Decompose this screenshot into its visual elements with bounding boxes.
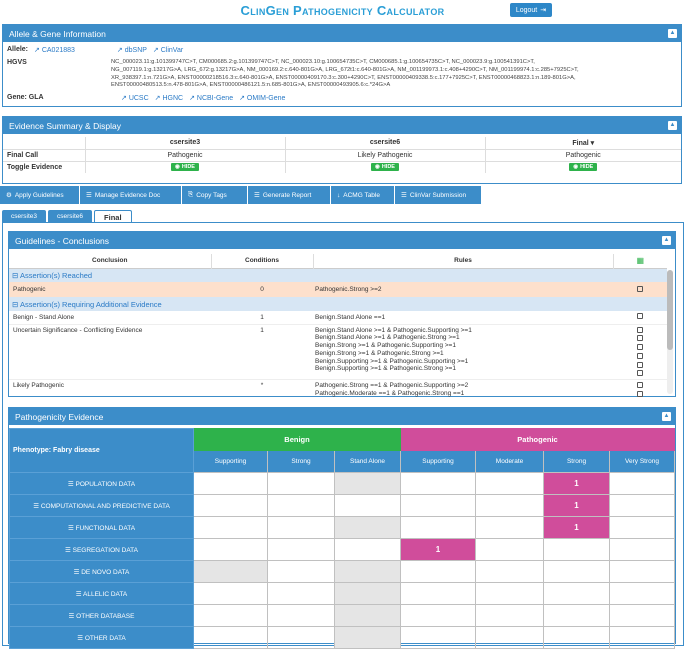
evidence-category[interactable] bbox=[10, 473, 194, 495]
evidence-cell[interactable] bbox=[544, 561, 610, 583]
evidence-cell[interactable] bbox=[476, 605, 544, 627]
button-label: Copy Tags bbox=[196, 191, 227, 199]
table-row bbox=[9, 324, 667, 380]
ncbi-gene-label: NCBI-Gene bbox=[196, 95, 234, 102]
evidence-cell[interactable] bbox=[335, 539, 401, 561]
evidence-cell[interactable]: 1 bbox=[544, 473, 610, 495]
evidence-cell[interactable] bbox=[268, 473, 335, 495]
document-icon: ☰ bbox=[86, 192, 92, 199]
evidence-category[interactable] bbox=[10, 539, 194, 561]
evidence-cell[interactable] bbox=[335, 561, 401, 583]
row-checkbox[interactable] bbox=[637, 382, 643, 388]
table-row bbox=[9, 282, 667, 297]
row-checkbox[interactable] bbox=[637, 391, 643, 397]
evidence-row bbox=[10, 517, 675, 539]
apply-guidelines-button[interactable] bbox=[0, 186, 79, 204]
evidence-cell[interactable] bbox=[194, 539, 268, 561]
evidence-cell[interactable] bbox=[194, 627, 268, 649]
evidence-cell[interactable]: 1 bbox=[544, 495, 610, 517]
final-call-label: Final Call bbox=[7, 151, 39, 159]
subcol-path-strong: Strong bbox=[544, 451, 610, 473]
evidence-row bbox=[10, 495, 675, 517]
evidence-cell[interactable] bbox=[401, 583, 476, 605]
group-requiring-label: Assertion(s) Requiring Additional Evidence bbox=[19, 299, 162, 309]
evidence-cell[interactable] bbox=[268, 517, 335, 539]
hgnc-label: HGNC bbox=[162, 95, 184, 102]
rule: Benign.Stand Alone ==1 bbox=[315, 313, 386, 321]
col-conditions: Conditions bbox=[211, 254, 313, 268]
row-checkbox[interactable] bbox=[637, 370, 643, 376]
evidence-cell[interactable] bbox=[401, 605, 476, 627]
hide-label: HIDE bbox=[381, 164, 395, 171]
col-final-label: Final bbox=[572, 139, 589, 147]
manage-evidence-doc-button[interactable] bbox=[80, 186, 181, 204]
clinvar-submission-button[interactable] bbox=[395, 186, 481, 204]
allele-label: Allele: bbox=[7, 46, 29, 53]
group-reached-label: Assertion(s) Reached bbox=[19, 270, 93, 280]
rule: Pathogenic.Moderate ==1 & Pathogenic.Strong ==1 bbox=[315, 390, 465, 398]
table-row bbox=[9, 311, 667, 324]
allele-id-link[interactable]: ↗ CA021883 bbox=[34, 47, 75, 54]
evidence-cell[interactable] bbox=[268, 605, 335, 627]
hgvs-line: XR_938397.1:n.721G>A, ENST00000218516.3:c.640-801G>A, ENST00000409170.3:c.300+4290C>T, ENST00000409338.5:c.177+7925C>T, ENST00000468823.1:n.189-801G>A, bbox=[111, 74, 576, 81]
evidence-category-label: OTHER DATA bbox=[84, 634, 126, 642]
evidence-row bbox=[10, 605, 675, 627]
tab-final[interactable]: Final bbox=[94, 210, 132, 223]
omim-gene-label: OMIM-Gene bbox=[246, 95, 286, 102]
ucsc-label: UCSC bbox=[128, 95, 149, 102]
evidence-cell[interactable] bbox=[544, 627, 610, 649]
subcol-path-supporting: Supporting bbox=[401, 451, 476, 473]
collapse-icon[interactable]: ▲ bbox=[663, 237, 670, 243]
subcol-benign-supporting: Supporting bbox=[194, 451, 268, 473]
evidence-cell[interactable] bbox=[476, 583, 544, 605]
evidence-cell[interactable] bbox=[335, 627, 401, 649]
logout-button[interactable] bbox=[510, 3, 552, 17]
conditions: 1 bbox=[260, 313, 264, 321]
group-requiring[interactable] bbox=[9, 297, 667, 311]
hide-label: HIDE bbox=[181, 164, 195, 171]
evidence-cell[interactable] bbox=[610, 561, 675, 583]
subcol-benign-stand-alone: Stand Alone bbox=[335, 451, 401, 473]
evidence-cell[interactable] bbox=[335, 473, 401, 495]
evidence-cell[interactable] bbox=[476, 539, 544, 561]
allele-panel-header bbox=[3, 25, 681, 42]
tab-csersite6[interactable]: csersite6 bbox=[48, 210, 92, 223]
final-call-value: Pathogenic bbox=[485, 149, 681, 161]
row-checkbox[interactable] bbox=[637, 344, 643, 350]
final-call-value: Likely Pathogenic bbox=[285, 149, 485, 161]
list-icon: ☰ bbox=[33, 502, 41, 510]
list-icon: ☰ bbox=[68, 612, 77, 620]
evidence-cell[interactable]: 1 bbox=[401, 539, 476, 561]
evidence-cell[interactable] bbox=[610, 539, 675, 561]
list-icon: ☰ bbox=[73, 568, 82, 576]
final-call-value: Pathogenic bbox=[85, 149, 285, 161]
phenotype-label: Phenotype: Fabry disease bbox=[10, 429, 194, 473]
gene-row bbox=[7, 94, 285, 102]
row-checkbox[interactable] bbox=[637, 313, 643, 319]
evidence-cell[interactable] bbox=[401, 473, 476, 495]
evidence-category[interactable] bbox=[10, 583, 194, 605]
evidence-cell[interactable] bbox=[476, 473, 544, 495]
scrollbar-thumb[interactable] bbox=[667, 270, 673, 350]
button-label: Generate Report bbox=[262, 191, 312, 199]
rule: Benign.Stand Alone >=1 & Pathogenic.Supporting >=1 bbox=[315, 326, 472, 334]
evidence-panel-title: Pathogenicity Evidence bbox=[15, 411, 104, 422]
hgvs-list bbox=[111, 59, 676, 90]
evidence-cell[interactable] bbox=[268, 583, 335, 605]
rule: Benign.Supporting >=1 & Pathogenic.Strong >=1 bbox=[315, 365, 456, 373]
allele-panel-title: Allele & Gene Information bbox=[9, 28, 106, 39]
ncbi-gene-link[interactable]: ↗ NCBI-Gene bbox=[189, 95, 234, 102]
evidence-rows bbox=[10, 473, 675, 649]
allele-id: CA021883 bbox=[41, 47, 75, 54]
copy-tags-button[interactable] bbox=[182, 186, 247, 204]
rule: Pathogenic.Strong >=2 bbox=[315, 286, 382, 293]
hgvs-line: NC_000023.11:g.101399747C>T, CM000685.2:g.101399747C>T, NC_000023.10:g.100654735C>T, CM000685.1:g.100654735C>T, NC_000023.9:g.100541391C>T, bbox=[111, 59, 535, 65]
dbsnp-link[interactable]: ↗ dbSNP bbox=[116, 47, 147, 54]
scrollbar[interactable] bbox=[667, 270, 673, 394]
evidence-category[interactable] bbox=[10, 627, 194, 649]
evidence-cell[interactable] bbox=[544, 539, 610, 561]
row-checkbox[interactable] bbox=[637, 335, 643, 341]
col-final[interactable] bbox=[485, 137, 681, 149]
evidence-cell[interactable] bbox=[544, 605, 610, 627]
row-checkbox[interactable] bbox=[637, 362, 643, 368]
hide-button[interactable] bbox=[171, 163, 199, 171]
evidence-category-label: COMPUTATIONAL AND PREDICTIVE DATA bbox=[40, 502, 170, 510]
rule: Benign.Strong >=1 & Pathogenic.Supporting >=1 bbox=[315, 342, 456, 350]
hgnc-link[interactable]: ↗ HGNC bbox=[154, 95, 184, 102]
toolbar bbox=[0, 186, 481, 204]
evidence-cell[interactable] bbox=[610, 517, 675, 539]
evidence-row bbox=[10, 583, 675, 605]
minus-icon: ⊟ bbox=[12, 299, 19, 309]
evidence-cell[interactable] bbox=[268, 495, 335, 517]
rule: Benign.Stand Alone >=1 & Pathogenic.Strong >=1 bbox=[315, 334, 460, 342]
evidence-cell[interactable] bbox=[268, 539, 335, 561]
conclusion: Uncertain Significance - Conflicting Evidence bbox=[13, 326, 143, 334]
evidence-cell[interactable] bbox=[476, 561, 544, 583]
table-row bbox=[9, 380, 667, 400]
col-rules: Rules bbox=[313, 254, 613, 268]
evidence-cell[interactable]: 1 bbox=[544, 517, 610, 539]
evidence-cell[interactable] bbox=[610, 473, 675, 495]
dbsnp-label: dbSNP bbox=[124, 47, 147, 54]
summary-table bbox=[3, 137, 681, 173]
allele-row bbox=[7, 46, 183, 54]
list-icon: ☰ bbox=[67, 524, 76, 532]
report-icon: ☰ bbox=[254, 192, 260, 199]
hgvs-line: NG_007119.1:g.13217G>A, LRG_672:g.13217G>A, NM_000169.2:c.640-801G>A, LRG_672t1:c.640-801G>A, NM_001199973.1:c.408+4290C>T, NM_001199974.1:c.285+7925C>T, bbox=[111, 66, 579, 73]
evidence-cell[interactable] bbox=[610, 605, 675, 627]
acmg-table-button[interactable] bbox=[331, 186, 394, 204]
guidelines-panel bbox=[8, 231, 676, 397]
evidence-category-label: OTHER DATABASE bbox=[76, 612, 135, 620]
evidence-cell[interactable] bbox=[194, 495, 268, 517]
evidence-category-label: SEGREGATION DATA bbox=[72, 546, 138, 554]
row-checkbox[interactable] bbox=[637, 327, 643, 333]
export-icon[interactable]: ▦ bbox=[613, 254, 667, 268]
clinvar-label: ClinVar bbox=[160, 47, 184, 54]
allele-gene-panel bbox=[2, 24, 682, 107]
evidence-category-label: FUNCTIONAL DATA bbox=[75, 524, 136, 532]
omim-gene-link[interactable]: ↗ OMIM-Gene bbox=[239, 95, 286, 102]
evidence-row bbox=[10, 561, 675, 583]
collapse-icon[interactable]: ▲ bbox=[669, 122, 676, 128]
evidence-cell[interactable] bbox=[401, 517, 476, 539]
evidence-cell[interactable] bbox=[401, 627, 476, 649]
rule: Benign.Strong >=1 & Pathogenic.Strong >=1 bbox=[315, 349, 444, 357]
document-icon: ☰ bbox=[401, 192, 407, 199]
hide-button[interactable] bbox=[569, 163, 597, 171]
group-reached[interactable] bbox=[9, 268, 667, 282]
collapse-icon[interactable]: ▲ bbox=[663, 413, 670, 419]
evidence-cell[interactable] bbox=[335, 517, 401, 539]
subcol-path-very-strong: Very Strong bbox=[610, 451, 675, 473]
guidelines-panel-title: Guidelines - Conclusions bbox=[15, 235, 110, 246]
evidence-cell[interactable] bbox=[476, 517, 544, 539]
col-csersite3: csersite3 bbox=[85, 137, 285, 149]
eye-icon: ◉ bbox=[573, 164, 579, 171]
evidence-cell[interactable] bbox=[610, 583, 675, 605]
evidence-category[interactable] bbox=[10, 605, 194, 627]
hide-label: HIDE bbox=[580, 164, 594, 171]
evidence-category[interactable] bbox=[10, 561, 194, 583]
evidence-matrix bbox=[9, 428, 675, 649]
summary-panel-title: Evidence Summary & Display bbox=[9, 120, 121, 131]
evidence-cell[interactable] bbox=[268, 627, 335, 649]
evidence-cell[interactable] bbox=[401, 561, 476, 583]
download-icon: ↓ bbox=[337, 191, 341, 199]
collapse-icon[interactable]: ▲ bbox=[669, 30, 676, 36]
minus-icon: ⊟ bbox=[12, 270, 19, 280]
col-csersite6: csersite6 bbox=[285, 137, 485, 149]
evidence-category-label: POPULATION DATA bbox=[75, 480, 136, 488]
hide-button[interactable] bbox=[371, 163, 399, 171]
evidence-cell[interactable] bbox=[194, 517, 268, 539]
cog-icon: ⚙ bbox=[6, 192, 12, 199]
gene-label: Gene: GLA bbox=[7, 94, 44, 101]
list-icon: ☰ bbox=[75, 590, 84, 598]
evidence-category[interactable] bbox=[10, 517, 194, 539]
top-bar bbox=[0, 0, 685, 22]
eye-icon: ◉ bbox=[375, 164, 380, 171]
evidence-cell[interactable] bbox=[268, 561, 335, 583]
conclusion: Likely Pathogenic bbox=[13, 382, 64, 390]
hgvs-line: ENST00000480513.5:n.478-801G>A, ENST00000486121.5:n.685-801G>A, ENST00000493905.6:c.*24G>A bbox=[111, 82, 391, 89]
list-icon: ☰ bbox=[67, 480, 76, 488]
evidence-row bbox=[10, 627, 675, 649]
toggle-evidence-label: Toggle Evidence bbox=[7, 163, 63, 171]
evidence-cell[interactable] bbox=[194, 583, 268, 605]
subcol-path-moderate: Moderate bbox=[476, 451, 544, 473]
copy-icon: ⎘ bbox=[188, 191, 194, 198]
button-label: Apply Guidelines bbox=[14, 191, 64, 199]
evidence-row bbox=[10, 473, 675, 495]
button-label: Manage Evidence Doc bbox=[94, 191, 161, 199]
guidelines-panel-header bbox=[9, 232, 675, 249]
evidence-category[interactable] bbox=[10, 495, 194, 517]
conditions: 0 bbox=[260, 286, 264, 293]
hgvs-row bbox=[7, 59, 676, 90]
tab-csersite3[interactable]: csersite3 bbox=[2, 210, 46, 223]
clinvar-link[interactable]: ↗ ClinVar bbox=[152, 47, 184, 54]
evidence-cell[interactable] bbox=[194, 605, 268, 627]
col-conclusion: Conclusion bbox=[92, 257, 128, 265]
evidence-cell[interactable] bbox=[544, 583, 610, 605]
guidelines-table bbox=[9, 254, 667, 400]
evidence-cell[interactable] bbox=[401, 495, 476, 517]
row-checkbox[interactable] bbox=[637, 286, 643, 292]
logout-label: Logout bbox=[515, 6, 538, 14]
button-label: ClinVar Submission bbox=[409, 191, 467, 199]
evidence-cell[interactable] bbox=[335, 495, 401, 517]
evidence-cell[interactable] bbox=[476, 495, 544, 517]
evidence-panel-header bbox=[9, 408, 675, 425]
subcol-benign-strong: Strong bbox=[268, 451, 335, 473]
conditions: * bbox=[260, 382, 264, 390]
generate-report-button[interactable] bbox=[248, 186, 330, 204]
rules-list bbox=[313, 324, 613, 380]
evidence-cell[interactable] bbox=[610, 495, 675, 517]
app-title: ClinGen Pathogenicity Calculator bbox=[240, 3, 445, 18]
hgvs-label: HGVS bbox=[7, 59, 27, 66]
evidence-row bbox=[10, 539, 675, 561]
evidence-category-label: ALLELIC DATA bbox=[83, 590, 128, 598]
rule: Benign.Supporting >=1 & Pathogenic.Supporting >=1 bbox=[315, 357, 469, 365]
rules-list bbox=[313, 380, 613, 400]
button-label: ACMG Table bbox=[343, 191, 380, 199]
evidence-summary-panel bbox=[2, 116, 682, 184]
row-checkbox[interactable] bbox=[637, 353, 643, 359]
benign-header: Benign bbox=[194, 429, 401, 451]
evidence-cell[interactable] bbox=[335, 583, 401, 605]
conditions: 1 bbox=[260, 326, 264, 334]
list-icon: ☰ bbox=[64, 546, 73, 554]
evidence-cell[interactable] bbox=[610, 627, 675, 649]
pathogenic-header: Pathogenic bbox=[401, 429, 675, 451]
evidence-cell[interactable] bbox=[476, 627, 544, 649]
conclusion: Pathogenic bbox=[13, 286, 46, 293]
evidence-category-label: DE NOVO DATA bbox=[81, 568, 130, 576]
evidence-cell[interactable] bbox=[194, 473, 268, 495]
sort-icon: ▾ bbox=[590, 139, 595, 147]
logout-icon: ⇥ bbox=[540, 7, 547, 14]
evidence-cell[interactable] bbox=[335, 605, 401, 627]
pathogenicity-evidence-panel bbox=[8, 407, 676, 644]
rule: Pathogenic.Strong ==1 & Pathogenic.Supporting >=2 bbox=[315, 382, 469, 390]
summary-panel-header bbox=[3, 117, 681, 134]
conclusion: Benign - Stand Alone bbox=[13, 313, 75, 321]
list-icon: ☰ bbox=[77, 634, 85, 642]
evidence-cell[interactable] bbox=[194, 561, 268, 583]
eye-icon: ◉ bbox=[175, 164, 180, 171]
ucsc-link[interactable]: ↗ UCSC bbox=[121, 95, 149, 102]
